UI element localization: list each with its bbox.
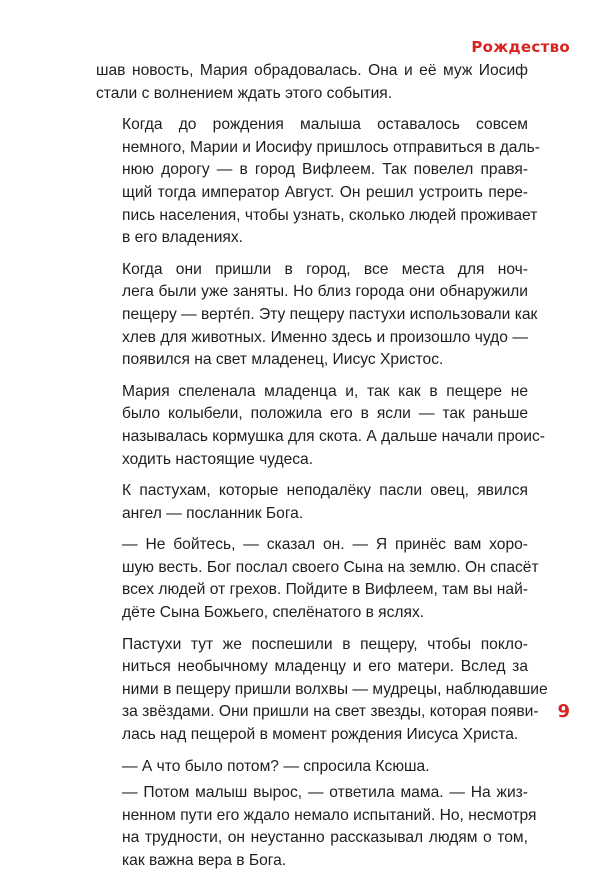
text-line: ними в пещеру пришли волхвы — мудрецы, наблюдавшие [122,680,548,698]
text-line: пись населения, чтобы узнать, сколько людей проживает [122,206,538,224]
text-line: — А что было потом? — спросила Ксюша. [122,757,430,775]
text-line: К пастухам, которые неподалёку пасли овец, явился [122,482,528,500]
text-line: Когда они пришли в город, все места для ноч- [122,260,528,278]
text-line: шав новость, Мария обрадовалась. Она и её муж Иосиф [96,62,528,79]
text-line: ниться необычному младенцу и его матери. Вслед за [122,658,528,676]
text-line: лега были уже заняты. Но близ города они обнаружили [122,283,528,301]
text-line: нюю дорогу — в город Вифлеем. Так повелел правя- [122,161,528,179]
paragraph [96,480,528,525]
text-line: шую весть. Бог послал своего Сына на землю. Он спасёт [122,558,539,576]
body-text [96,60,548,882]
page-number: 9 [557,701,570,722]
paragraph [96,634,548,747]
text-line: ангел — посланник Бога. [122,504,304,522]
text-line: Мария спеленала младенца и, так как в пещере не [122,382,528,400]
paragraph [96,381,546,471]
paragraph [96,782,537,872]
text-line: ненном пути его ждало немало испытаний. Но, несмотря [122,806,537,824]
paragraph [96,756,528,779]
text-line: — Не бойтесь, — сказал он. — Я принёс вам хоро- [122,536,528,554]
paragraph [96,259,538,372]
text-line: хлев для животных. Именно здесь и произошло чудо — [122,328,528,346]
text-line: щий тогда император Август. Он решил устроить пере- [122,183,528,201]
text-line: как важна вера в Бога. [122,852,287,869]
text-line: в его владениях. [122,229,244,247]
text-line: Пастухи тут же поспешили в пещеру, чтобы покло- [122,635,528,653]
paragraph [96,114,540,250]
text-line: пещеру — вертéп. Эту пещеру пастухи использовали как [122,305,538,323]
text-line: — Потом малыш вырос, — ответила мама. — На жиз- [122,784,528,802]
text-line: было колыбели, положила его в ясли — так раньше [122,405,528,423]
text-line: за звёздами. Они пришли на свет звезды, которая появи- [122,703,539,721]
text-line: дёте Сына Божьего, спелёнатого в яслях. [122,604,425,622]
text-line: появился на свет младенец, Иисус Христос. [122,351,444,369]
text-line: называлась кормушка для скота. А дальше начали проис- [122,427,546,445]
text-line: ходить настоящие чудеса. [122,450,314,468]
paragraph [96,60,528,105]
section-title: Рождество [471,38,570,56]
text-line: Когда до рождения малыша оставалось совсем [122,116,528,134]
text-line: немного, Марии и Иосифу пришлось отправиться в даль- [122,138,540,156]
paragraph [96,534,539,624]
text-line: лась над пещерой в момент рождения Иисуса Христа. [122,726,519,744]
text-line: стали с волнением ждать этого события. [96,84,393,102]
text-line: всех людей от грехов. Пойдите в Вифлеем, там вы най- [122,581,528,599]
text-line: на трудности, он неустанно рассказывал людям о том, [122,829,528,847]
